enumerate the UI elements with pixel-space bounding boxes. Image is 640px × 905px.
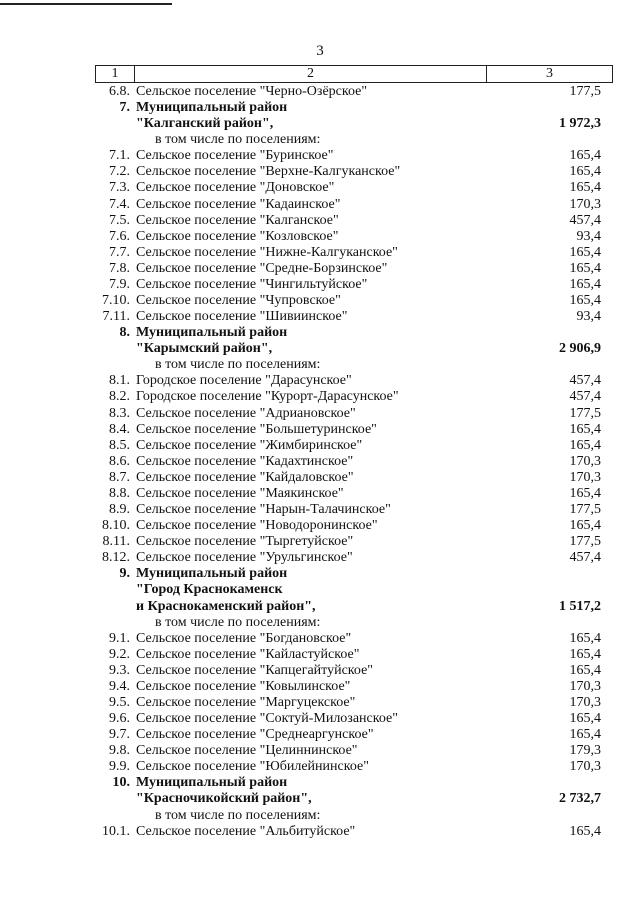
row-number: 7.1. (109, 148, 130, 164)
row-number: 7.10. (102, 293, 130, 309)
table-row (95, 373, 613, 389)
table-row (95, 389, 613, 405)
row-value: 165,4 (569, 437, 601, 453)
table-row (95, 599, 613, 615)
row-name: Сельское поселение "Кайластуйское" (136, 646, 360, 662)
table-row (95, 582, 613, 598)
row-value: 177,5 (569, 84, 601, 99)
row-name: Городское поселение "Курорт-Дарасунское" (136, 389, 399, 405)
row-name: в том числе по поселениям: (155, 807, 321, 823)
row-number: 7.8. (109, 260, 130, 276)
table-row (95, 229, 613, 245)
table-row (95, 743, 613, 759)
row-name: Сельское поселение "Чингильтуйское" (136, 276, 368, 292)
table-row (95, 679, 613, 695)
row-name: Сельское поселение "Ковылинское" (136, 678, 351, 694)
row-name: Сельское поселение "Средне-Борзинское" (136, 260, 388, 276)
row-number: 9.6. (109, 711, 130, 727)
row-value: 1 517,2 (559, 598, 601, 614)
row-name: Сельское поселение "Кайдаловское" (136, 469, 354, 485)
header-col-3: 3 (546, 66, 553, 81)
row-name: Сельское поселение "Капцегайтуйское" (136, 662, 373, 678)
row-name: Городское поселение "Дарасунское" (136, 373, 352, 389)
row-name: Сельское поселение "Чупровское" (136, 293, 341, 309)
table-row (95, 277, 613, 293)
row-value: 457,4 (569, 373, 601, 389)
table-row (95, 791, 613, 807)
table-row (95, 84, 613, 100)
row-number: 7.5. (109, 212, 130, 228)
row-value: 165,4 (569, 646, 601, 662)
table-row (95, 663, 613, 679)
row-number: 7.6. (109, 228, 130, 244)
row-name: Сельское поселение "Козловское" (136, 228, 339, 244)
row-number: 8.6. (109, 453, 130, 469)
row-name: Сельское поселение "Доновское" (136, 180, 335, 196)
row-value: 457,4 (569, 550, 601, 566)
row-name: в том числе по поселениям: (155, 357, 321, 373)
row-number: 7.9. (109, 276, 130, 292)
row-value: 165,4 (569, 293, 601, 309)
row-name: Муниципальный район (136, 325, 288, 341)
table-row (95, 470, 613, 486)
row-name: Сельское поселение "Урульгинское" (136, 550, 353, 566)
row-name: Сельское поселение "Кадаинское" (136, 196, 341, 212)
table-row (95, 148, 613, 164)
row-name: Сельское поселение "Альбитуйское" (136, 823, 356, 839)
row-number: 8. (119, 325, 130, 341)
row-name: и Краснокаменский район", (136, 598, 316, 614)
row-number: 6.8. (109, 84, 130, 99)
row-number: 8.11. (102, 534, 130, 550)
row-name: в том числе по поселениям: (155, 132, 321, 148)
row-name: Сельское поселение "Жимбиринское" (136, 437, 363, 453)
table-row (95, 164, 613, 180)
row-number: 10.1. (102, 823, 130, 839)
row-number: 7.2. (109, 164, 130, 180)
table-row (95, 357, 613, 373)
table-row (95, 438, 613, 454)
row-number: 7.7. (109, 244, 130, 260)
table-row (95, 695, 613, 711)
row-name: Сельское поселение "Буринское" (136, 148, 334, 164)
row-name: Сельское поселение "Соктуй-Милозанское" (136, 711, 398, 727)
row-value: 165,4 (569, 711, 601, 727)
row-value: 1 972,3 (559, 116, 601, 132)
row-name: Сельское поселение "Нарын-Талачинское" (136, 502, 391, 518)
row-number: 8.8. (109, 485, 130, 501)
row-value: 170,3 (569, 453, 601, 469)
header-col-2: 2 (135, 66, 487, 82)
row-number: 8.9. (109, 502, 130, 518)
row-number: 8.1. (109, 373, 130, 389)
row-number: 8.3. (109, 405, 130, 421)
row-name: "Карымский район", (136, 341, 273, 357)
row-value: 177,5 (569, 534, 601, 550)
row-value: 179,3 (569, 743, 601, 759)
row-value: 165,4 (569, 485, 601, 501)
row-value: 165,4 (569, 727, 601, 743)
row-name: Муниципальный район (136, 775, 288, 791)
row-value: 2 906,9 (559, 341, 601, 357)
table-header (95, 65, 613, 83)
row-number: 7.4. (109, 196, 130, 212)
header-col-1: 1 (96, 66, 135, 82)
row-value: 165,4 (569, 518, 601, 534)
table-row (95, 422, 613, 438)
row-value: 165,4 (569, 630, 601, 646)
table-row (95, 116, 613, 132)
row-name: в том числе по поселениям: (155, 614, 321, 630)
row-name: Сельское поселение "Маргуцекское" (136, 694, 356, 710)
row-value: 2 732,7 (559, 791, 601, 807)
row-number: 9.1. (109, 630, 130, 646)
row-number: 9.7. (109, 727, 130, 743)
row-value: 165,4 (569, 823, 601, 839)
table-row (95, 615, 613, 631)
table-row (95, 293, 613, 309)
row-number: 9.5. (109, 694, 130, 710)
table-row (95, 808, 613, 824)
row-value: 165,4 (569, 662, 601, 678)
row-name: Муниципальный район (136, 566, 288, 582)
row-number: 10. (112, 775, 130, 791)
table-row (95, 245, 613, 261)
page-number: 3 (316, 43, 324, 59)
row-name: Сельское поселение "Маякинское" (136, 485, 344, 501)
table-row (95, 518, 613, 534)
row-value: 165,4 (569, 164, 601, 180)
row-name: Сельское поселение "Кадахтинское" (136, 453, 354, 469)
row-number: 7.3. (109, 180, 130, 196)
row-name: Сельское поселение "Шивиинское" (136, 309, 348, 325)
row-value: 170,3 (569, 759, 601, 775)
row-number: 9.4. (109, 678, 130, 694)
table-row (95, 325, 613, 341)
table-body (95, 84, 613, 840)
row-name: Сельское поселение "Целиннинское" (136, 743, 358, 759)
table-row (95, 132, 613, 148)
row-name: Сельское поселение "Юбилейнинское" (136, 759, 369, 775)
row-value: 177,5 (569, 405, 601, 421)
row-number: 9. (119, 566, 130, 582)
row-value: 457,4 (569, 212, 601, 228)
table-row (95, 180, 613, 196)
row-value: 165,4 (569, 421, 601, 437)
row-name: Сельское поселение "Богдановское" (136, 630, 352, 646)
row-value: 170,3 (569, 469, 601, 485)
table-row (95, 711, 613, 727)
row-value: 165,4 (569, 260, 601, 276)
row-number: 9.9. (109, 759, 130, 775)
table-row (95, 454, 613, 470)
row-value: 177,5 (569, 502, 601, 518)
table-row (95, 647, 613, 663)
row-number: 7. (119, 100, 130, 116)
table-row (95, 261, 613, 277)
table-row (95, 759, 613, 775)
row-value: 170,3 (569, 196, 601, 212)
row-number: 8.10. (102, 518, 130, 534)
table-row (95, 631, 613, 647)
top-rule (0, 3, 172, 5)
row-name: Сельское поселение "Новодоронинское" (136, 518, 378, 534)
row-number: 8.4. (109, 421, 130, 437)
row-value: 165,4 (569, 276, 601, 292)
row-value: 93,4 (576, 309, 601, 325)
row-value: 170,3 (569, 678, 601, 694)
row-name: Сельское поселение "Тыргетуйское" (136, 534, 354, 550)
row-name: "Красночикойский район", (136, 791, 312, 807)
table-row (95, 100, 613, 116)
table-row (95, 406, 613, 422)
table-row (95, 775, 613, 791)
row-name: "Город Краснокаменск (136, 582, 283, 598)
row-value: 165,4 (569, 244, 601, 260)
row-value: 165,4 (569, 180, 601, 196)
row-name: Сельское поселение "Адриановское" (136, 405, 356, 421)
row-number: 8.7. (109, 469, 130, 485)
table-row (95, 824, 613, 840)
table-row (95, 534, 613, 550)
row-value: 457,4 (569, 389, 601, 405)
row-name: Муниципальный район (136, 100, 288, 116)
row-name: Сельское поселение "Нижне-Калгуканское" (136, 244, 398, 260)
row-name: "Калганский район", (136, 116, 274, 132)
table-row (95, 309, 613, 325)
table-row (95, 486, 613, 502)
table-row (95, 550, 613, 566)
row-name: Сельское поселение "Калганское" (136, 212, 339, 228)
row-value: 170,3 (569, 694, 601, 710)
row-number: 9.8. (109, 743, 130, 759)
table-row (95, 213, 613, 229)
table-row (95, 197, 613, 213)
table-row (95, 341, 613, 357)
row-number: 8.2. (109, 389, 130, 405)
row-value: 165,4 (569, 148, 601, 164)
row-number: 7.11. (102, 309, 130, 325)
row-number: 9.3. (109, 662, 130, 678)
table-row (95, 566, 613, 582)
row-number: 9.2. (109, 646, 130, 662)
table-row (95, 727, 613, 743)
row-value: 93,4 (576, 228, 601, 244)
row-name: Сельское поселение "Большетуринское" (136, 421, 377, 437)
row-name: Сельское поселение "Черно-Озёрское" (136, 84, 368, 99)
row-name: Сельское поселение "Верхне-Калгуканское" (136, 164, 401, 180)
row-number: 8.12. (102, 550, 130, 566)
row-name: Сельское поселение "Среднеаргунское" (136, 727, 374, 743)
table-row (95, 502, 613, 518)
row-number: 8.5. (109, 437, 130, 453)
